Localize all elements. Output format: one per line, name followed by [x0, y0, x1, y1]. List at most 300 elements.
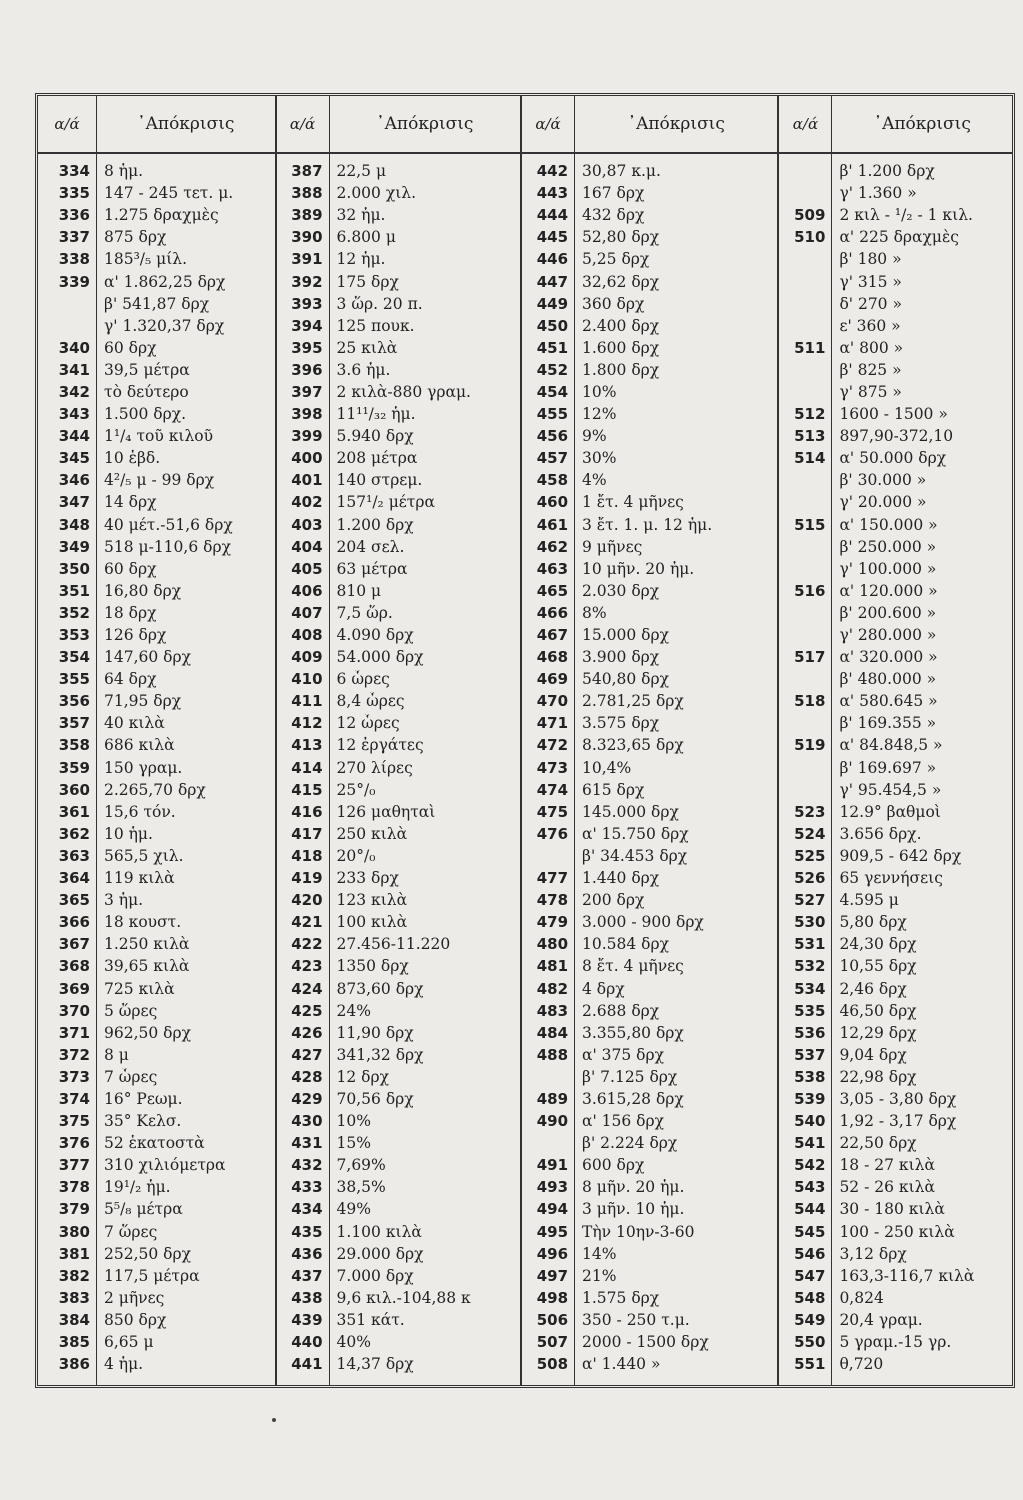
answer-text: 167 δρχ	[582, 184, 645, 203]
answer-text: 360 δρχ	[582, 294, 645, 313]
table-row	[277, 757, 520, 779]
table-row	[277, 1000, 520, 1022]
table-row	[522, 1176, 777, 1198]
table-row	[779, 734, 1012, 756]
ink-dot	[272, 1418, 276, 1422]
answer-text: β' 2.224 δρχ	[582, 1134, 678, 1153]
answer-text: 145.000 δρχ	[582, 802, 679, 821]
answer-text: 4.595 μ	[839, 891, 899, 910]
problem-number: 342	[58, 382, 90, 401]
problem-number: 535	[794, 1001, 826, 1020]
problem-number: 395	[291, 338, 323, 357]
answer-text: 147,60 δρχ	[104, 648, 191, 667]
answer-text: 8,4 ὧρες	[336, 692, 405, 711]
problem-number: 407	[291, 603, 323, 622]
answer-text: β' 1.200 δρχ	[839, 162, 935, 181]
problem-number: 409	[291, 648, 323, 667]
answer-text: γ' 95.454,5 »	[839, 780, 942, 799]
table-row	[522, 514, 777, 536]
answer-text: α' 84.848,5 »	[839, 736, 943, 755]
answer-text: 250 κιλὰ	[336, 824, 408, 843]
table-row	[779, 1044, 1012, 1066]
problem-number: 456	[536, 427, 569, 446]
problem-number: 418	[291, 846, 323, 865]
problem-number: 530	[794, 913, 826, 932]
table-row	[277, 270, 520, 292]
table-row	[38, 469, 275, 491]
table-row	[277, 248, 520, 270]
problem-number: 495	[536, 1222, 569, 1241]
answer-text: β' 250.000 »	[839, 537, 937, 556]
problem-number: 432	[291, 1156, 323, 1175]
table-row	[522, 315, 777, 337]
problem-number: 441	[291, 1355, 323, 1374]
table-row	[38, 558, 275, 580]
answer-text: 1600 - 1500 »	[839, 405, 948, 424]
problem-number: 427	[291, 1045, 323, 1064]
answer-text: γ' 1.360 »	[839, 184, 917, 203]
answer-text: 35° Κελσ.	[104, 1112, 182, 1131]
problem-number: 540	[794, 1112, 826, 1131]
answer-text: ε' 360 »	[839, 316, 901, 335]
answer-text: 873,60 δρχ	[336, 979, 424, 998]
problem-number: 408	[291, 626, 323, 645]
answer-text: 1.100 κιλὰ	[336, 1222, 422, 1241]
answer-text: 16° Ρεωμ.	[104, 1089, 183, 1108]
table-row	[38, 359, 275, 381]
problem-number: 339	[58, 272, 90, 291]
table-row	[779, 690, 1012, 712]
table-row	[779, 911, 1012, 933]
table-row	[522, 403, 777, 425]
answer-text: 7,5 ὥρ.	[336, 603, 393, 622]
answer-text: 40 κιλὰ	[104, 714, 165, 733]
problem-number: 518	[794, 692, 826, 711]
table-row	[38, 734, 275, 756]
answer-text: 4%	[582, 471, 607, 490]
table-row	[522, 757, 777, 779]
problem-number: 389	[291, 206, 323, 225]
answer-text: 25°/₀	[336, 780, 376, 799]
problem-number: 545	[794, 1222, 826, 1241]
answer-text: γ' 1.320,37 δρχ	[104, 316, 225, 335]
table-row	[779, 779, 1012, 801]
answer-text: 126 δρχ	[104, 626, 167, 645]
answer-text: β' 825 »	[839, 360, 902, 379]
table-row	[38, 1088, 275, 1110]
problem-number: 461	[536, 515, 569, 534]
problem-number: 402	[291, 493, 323, 512]
answer-text: 39,65 κιλὰ	[104, 957, 190, 976]
table-column-3	[520, 96, 777, 1385]
problem-number: 382	[58, 1266, 90, 1285]
table-row	[38, 425, 275, 447]
problem-number: 482	[536, 979, 569, 998]
answer-text: 22,5 μ	[336, 162, 387, 181]
answer-text: 1.275 δραχμὲς	[104, 206, 219, 225]
table-row	[38, 580, 275, 602]
table-row	[522, 469, 777, 491]
answer-text: 119 κιλὰ	[104, 869, 175, 888]
problem-number: 371	[58, 1023, 90, 1042]
answer-text: 3.000 - 900 δρχ	[582, 913, 704, 932]
table-row	[38, 1287, 275, 1309]
problem-number: 412	[291, 714, 323, 733]
answer-text: 100 - 250 κιλὰ	[839, 1222, 955, 1241]
table-row	[522, 1331, 777, 1353]
problem-number: 438	[291, 1288, 323, 1307]
table-row	[779, 712, 1012, 734]
answer-text: 2,46 δρχ	[839, 979, 907, 998]
problem-number: 387	[291, 162, 323, 181]
table-row	[522, 690, 777, 712]
column-body	[38, 154, 275, 1385]
problem-number: 437	[291, 1266, 323, 1285]
table-row	[522, 1000, 777, 1022]
table-row	[522, 1154, 777, 1176]
answer-text: 52 - 26 κιλὰ	[839, 1178, 935, 1197]
table-row	[277, 359, 520, 381]
answer-text: 140 στρεμ.	[336, 471, 423, 490]
table-row	[779, 315, 1012, 337]
answer-text: 163,3-116,7 κιλὰ	[839, 1266, 975, 1285]
problem-number: 431	[291, 1134, 323, 1153]
table-row	[38, 381, 275, 403]
header-number: α/ά	[277, 96, 330, 152]
answer-text: 200 δρχ	[582, 891, 645, 910]
problem-number: 517	[794, 648, 826, 667]
table-row	[277, 1044, 520, 1066]
answer-text: 40 μέτ.-51,6 δρχ	[104, 515, 233, 534]
answer-text: 4²/₅ μ - 99 δρχ	[104, 471, 215, 490]
table-row	[522, 668, 777, 690]
table-row	[38, 204, 275, 226]
table-row	[779, 1221, 1012, 1243]
table-row	[522, 624, 777, 646]
problem-number: 447	[536, 272, 569, 291]
table-row	[779, 204, 1012, 226]
answer-text: 185³/₅ μίλ.	[104, 250, 188, 269]
problem-number: 369	[58, 979, 90, 998]
answer-text: β' 34.453 δρχ	[582, 846, 688, 865]
table-row	[779, 337, 1012, 359]
problem-number: 474	[536, 780, 569, 799]
answer-text: 38,5%	[336, 1178, 386, 1197]
problem-number: 498	[536, 1288, 569, 1307]
table-row	[522, 447, 777, 469]
problem-number: 410	[291, 670, 323, 689]
problem-number: 516	[794, 581, 826, 600]
answer-text: α' 1.440 »	[582, 1355, 661, 1374]
problem-number: 436	[291, 1244, 323, 1263]
table-row	[779, 359, 1012, 381]
table-row	[779, 1198, 1012, 1220]
column-header	[779, 96, 1012, 154]
table-row	[38, 1176, 275, 1198]
table-row	[277, 1243, 520, 1265]
answer-text: 60 δρχ	[104, 559, 157, 578]
table-row	[277, 1110, 520, 1132]
problem-number: 532	[794, 957, 826, 976]
table-row	[779, 823, 1012, 845]
answer-text: 540,80 δρχ	[582, 670, 670, 689]
problem-number: 506	[536, 1310, 569, 1329]
answer-text: 10,4%	[582, 758, 632, 777]
table-row	[522, 1198, 777, 1220]
problem-number: 370	[58, 1001, 90, 1020]
problem-number: 351	[58, 581, 90, 600]
table-row	[277, 558, 520, 580]
answer-text: 32,62 δρχ	[582, 272, 660, 291]
answer-text: 7,69%	[336, 1156, 386, 1175]
problem-number: 406	[291, 581, 323, 600]
answer-text: 40%	[336, 1333, 371, 1352]
answer-text: τὸ δεύτερο	[104, 382, 189, 401]
table-row	[779, 248, 1012, 270]
column-body	[522, 154, 777, 1385]
table-row	[277, 889, 520, 911]
table-row	[277, 337, 520, 359]
table-row	[779, 293, 1012, 315]
answer-text: γ' 100.000 »	[839, 559, 937, 578]
answer-text: 4 δρχ	[582, 979, 625, 998]
answer-text: 5 ὥρες	[104, 1001, 158, 1020]
table-row	[277, 160, 520, 182]
table-row	[522, 248, 777, 270]
table-row	[277, 580, 520, 602]
problem-number: 426	[291, 1023, 323, 1042]
table-row	[522, 226, 777, 248]
problem-number: 401	[291, 471, 323, 490]
answer-text: β' 200.600 »	[839, 603, 937, 622]
table-row	[779, 955, 1012, 977]
answer-text: 32 ἡμ.	[336, 206, 386, 225]
problem-number: 534	[794, 979, 826, 998]
problem-number: 392	[291, 272, 323, 291]
answer-text: α' 150.000 »	[839, 515, 938, 534]
table-row	[38, 1110, 275, 1132]
problem-number: 507	[536, 1333, 569, 1352]
table-row	[779, 425, 1012, 447]
answer-text: γ' 280.000 »	[839, 626, 937, 645]
answer-text: 0,824	[839, 1288, 884, 1307]
table-row	[277, 602, 520, 624]
problem-number: 551	[794, 1355, 826, 1374]
answer-text: 39,5 μέτρα	[104, 360, 190, 379]
problem-number: 375	[58, 1112, 90, 1131]
problem-number: 497	[536, 1266, 569, 1285]
problem-number: 449	[536, 294, 569, 313]
answer-text: 270 λίρες	[336, 758, 413, 777]
table-row	[277, 1088, 520, 1110]
table-row	[38, 911, 275, 933]
problem-number: 525	[794, 846, 826, 865]
problem-number: 511	[794, 338, 826, 357]
table-row	[277, 668, 520, 690]
problem-number: 508	[536, 1355, 569, 1374]
problem-number: 393	[291, 294, 323, 313]
problem-number: 488	[536, 1045, 569, 1064]
answer-text: 351 κάτ.	[336, 1310, 405, 1329]
answer-text: 14%	[582, 1244, 617, 1263]
table-row	[277, 491, 520, 513]
problem-number: 539	[794, 1089, 826, 1108]
answer-text: α' 156 δρχ	[582, 1112, 665, 1131]
problem-number: 349	[58, 537, 90, 556]
table-row	[38, 1154, 275, 1176]
answer-text: 6,65 μ	[104, 1333, 154, 1352]
answer-text: 14,37 δρχ	[336, 1355, 414, 1374]
answer-text: 9,6 κιλ.-104,88 κ	[336, 1288, 471, 1307]
problem-number: 340	[58, 338, 90, 357]
header-number: α/ά	[779, 96, 832, 152]
answer-text: γ' 875 »	[839, 382, 902, 401]
problem-number: 356	[58, 692, 90, 711]
problem-number: 469	[536, 670, 569, 689]
problem-number: 451	[536, 338, 569, 357]
problem-number: 355	[58, 670, 90, 689]
answer-text: 117,5 μέτρα	[104, 1266, 200, 1285]
answer-text: 5.940 δρχ	[336, 427, 414, 446]
answer-text: 5 γραμ.-15 γρ.	[839, 1333, 952, 1352]
table-column-1	[38, 96, 275, 1385]
table-row	[522, 1243, 777, 1265]
problem-number: 465	[536, 581, 569, 600]
answer-text: 8 μῆν. 20 ἡμ.	[582, 1178, 685, 1197]
answer-text: 15.000 δρχ	[582, 626, 670, 645]
answer-text: 2 κιλὰ-880 γραμ.	[336, 382, 471, 401]
table-row	[779, 1243, 1012, 1265]
problem-number: 358	[58, 736, 90, 755]
answer-text: 3,12 δρχ	[839, 1244, 907, 1263]
table-row	[522, 1110, 777, 1132]
problem-number: 452	[536, 360, 569, 379]
problem-number: 429	[291, 1089, 323, 1108]
answer-text: 12,29 δρχ	[839, 1023, 917, 1042]
table-row	[277, 1353, 520, 1375]
answer-text: α' 800 »	[839, 338, 904, 357]
answer-text: 310 χιλιόμετρα	[104, 1156, 226, 1175]
table-row	[277, 734, 520, 756]
answer-text: 204 σελ.	[336, 537, 405, 556]
answer-text: 12 ἐργάτες	[336, 736, 424, 755]
problem-number: 494	[536, 1200, 569, 1219]
answer-text: 9%	[582, 427, 607, 446]
table-row	[38, 403, 275, 425]
table-row	[38, 1221, 275, 1243]
answer-text: 518 μ-110,6 δρχ	[104, 537, 231, 556]
problem-number: 365	[58, 891, 90, 910]
problem-number: 445	[536, 228, 569, 247]
table-row	[522, 867, 777, 889]
table-row	[522, 712, 777, 734]
answer-text: 233 δρχ	[336, 869, 399, 888]
problem-number: 399	[291, 427, 323, 446]
table-row	[779, 1022, 1012, 1044]
problem-number: 462	[536, 537, 569, 556]
answer-text: 3.6 ἡμ.	[336, 360, 391, 379]
answer-text: 24%	[336, 1001, 371, 1020]
problem-number: 374	[58, 1089, 90, 1108]
table-row	[779, 558, 1012, 580]
answer-text: 565,5 χιλ.	[104, 846, 184, 865]
problem-number: 455	[536, 405, 569, 424]
table-row	[779, 1331, 1012, 1353]
answer-text: 70,56 δρχ	[336, 1089, 414, 1108]
table-row	[277, 315, 520, 337]
answer-text: 12.9° βαθμοὶ	[839, 802, 941, 821]
problem-number: 491	[536, 1156, 569, 1175]
table-row	[277, 712, 520, 734]
answer-text: 8 ἡμ.	[104, 162, 144, 181]
problem-number: 433	[291, 1178, 323, 1197]
problem-number: 490	[536, 1112, 569, 1131]
problem-number: 361	[58, 802, 90, 821]
problem-number: 352	[58, 603, 90, 622]
table-row	[779, 1353, 1012, 1375]
table-row	[779, 1110, 1012, 1132]
answer-text: 30 - 180 κιλὰ	[839, 1200, 945, 1219]
problem-number: 550	[794, 1333, 826, 1352]
problem-number: 385	[58, 1333, 90, 1352]
table-row	[277, 425, 520, 447]
answer-text: 875 δρχ	[104, 228, 167, 247]
problem-number: 334	[58, 162, 90, 181]
header-number: α/ά	[38, 96, 97, 152]
problem-number: 457	[536, 449, 569, 468]
problem-number: 419	[291, 869, 323, 888]
answer-text: 10 ἡμ.	[104, 824, 153, 843]
table-row	[277, 1132, 520, 1154]
answer-text: 100 κιλὰ	[336, 913, 408, 932]
answer-text: 24,30 δρχ	[839, 935, 917, 954]
answer-text: 3,05 - 3,80 δρχ	[839, 1089, 957, 1108]
answer-text: 11,90 δρχ	[336, 1023, 414, 1042]
problem-number: 391	[291, 250, 323, 269]
table-row	[277, 226, 520, 248]
answer-text: 12 δρχ	[336, 1067, 390, 1086]
problem-number: 397	[291, 382, 323, 401]
problem-number: 379	[58, 1200, 90, 1219]
problem-number: 454	[536, 382, 569, 401]
answer-text: 600 δρχ	[582, 1156, 645, 1175]
table-row	[38, 845, 275, 867]
answer-text: 10%	[582, 382, 617, 401]
table-row	[38, 624, 275, 646]
answer-text: 65 γεννήσεις	[839, 869, 943, 888]
problem-number: 442	[536, 162, 569, 181]
problem-number: 377	[58, 1156, 90, 1175]
answer-text: 20°/₀	[336, 846, 376, 865]
problem-number: 336	[58, 206, 90, 225]
table-row	[779, 646, 1012, 668]
table-row	[522, 1066, 777, 1088]
table-row	[277, 469, 520, 491]
table-row	[522, 1287, 777, 1309]
table-row	[277, 1066, 520, 1088]
table-row	[38, 1331, 275, 1353]
answer-text: 12%	[582, 405, 617, 424]
problem-number: 396	[291, 360, 323, 379]
answer-text: 725 κιλὰ	[104, 979, 175, 998]
header-answer: ᾿Απόκρισις	[873, 114, 971, 134]
problem-number: 422	[291, 935, 323, 954]
answer-text: 686 κιλὰ	[104, 736, 175, 755]
table-row	[38, 315, 275, 337]
problem-number: 467	[536, 626, 569, 645]
answer-text: α' 225 δραχμὲς	[839, 228, 959, 247]
table-row	[779, 1287, 1012, 1309]
